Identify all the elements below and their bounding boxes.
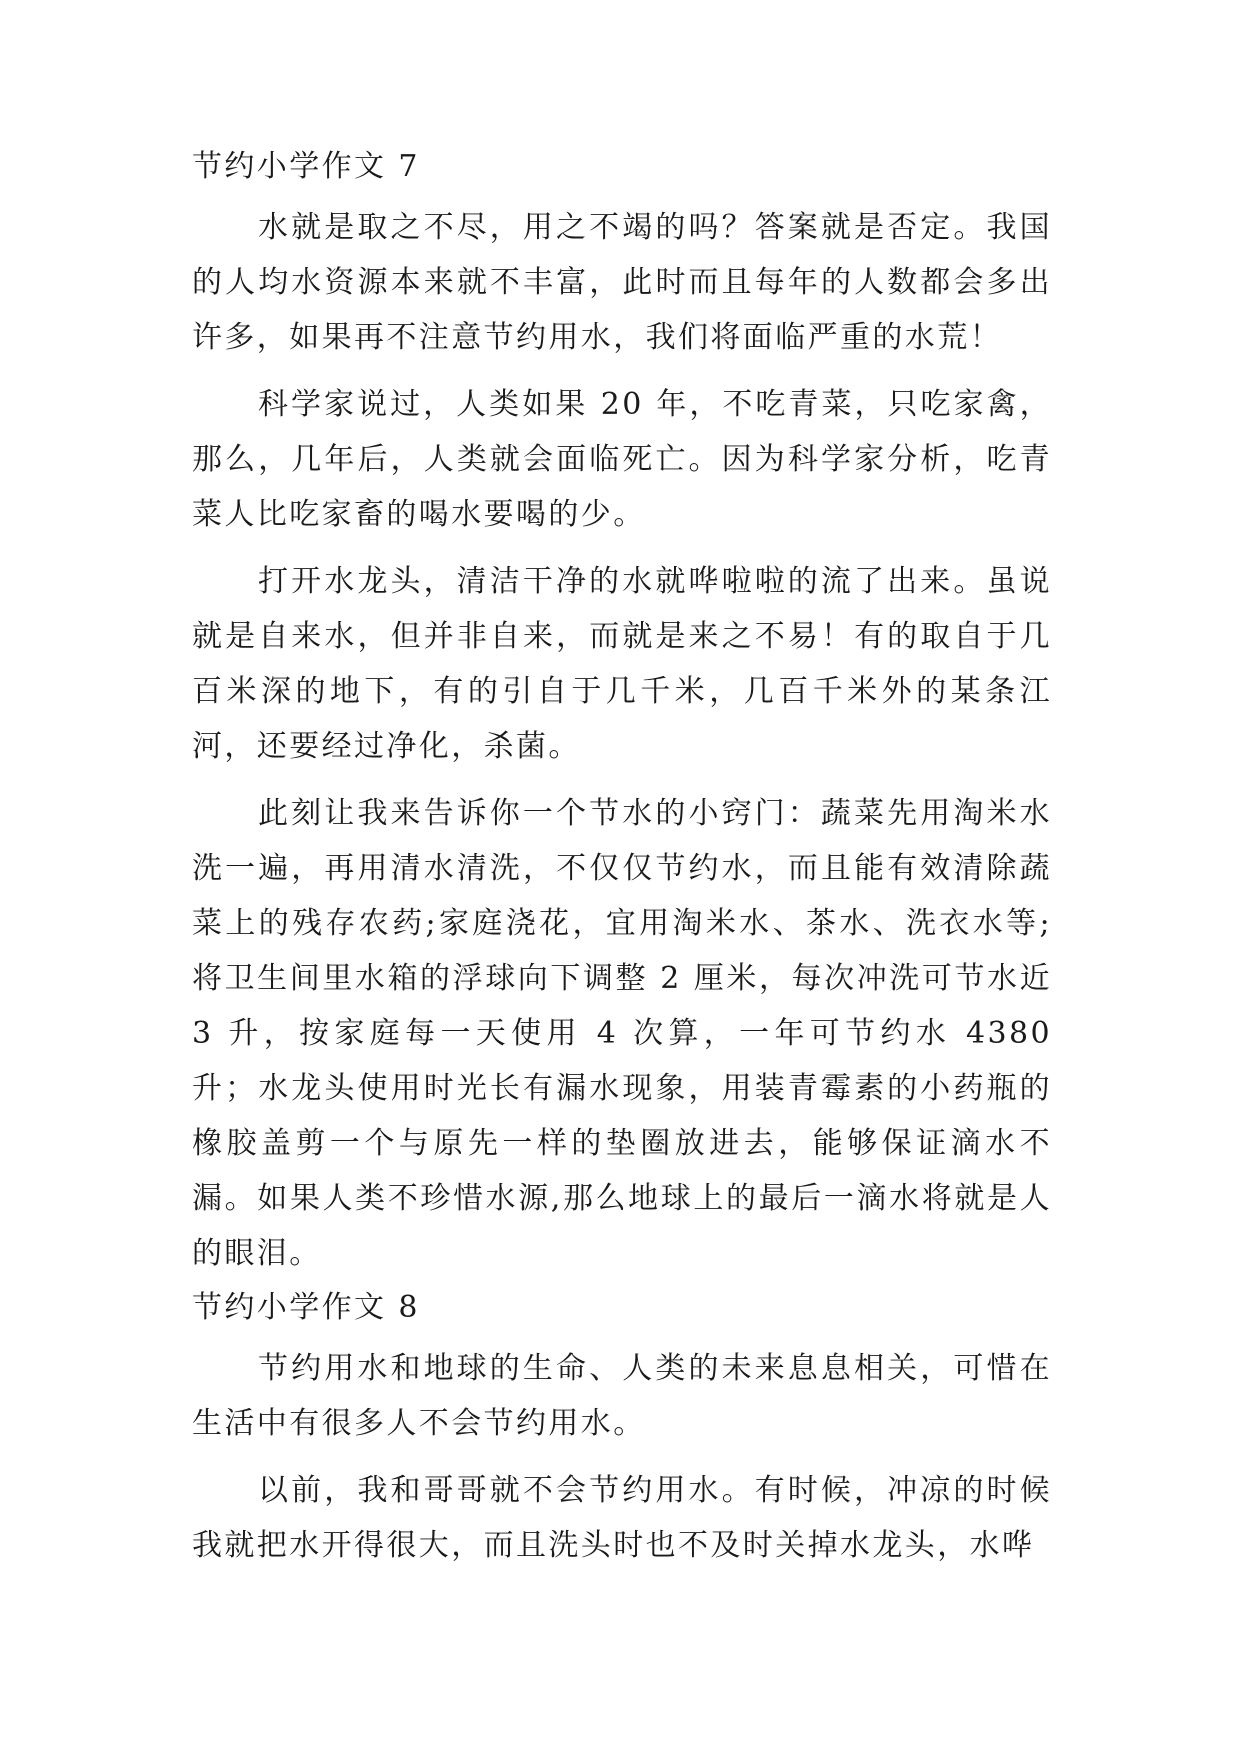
paragraph: 以前，我和哥哥就不会节约用水。有时候，冲凉的时候我就把水开得很大，而且洗头时也不及时关掉水龙头，水哗 xyxy=(192,1473,1052,1563)
document-page xyxy=(192,140,1052,1585)
paragraph: 打开水龙头，清洁干净的水就哗啦啦的流了出来。虽说就是自来水，但并非自来，而就是来之不易！有的取自于几百米深的地下，有的引自于几千米，几百千米外的某条江河，还要经过净化，杀菌。 xyxy=(192,564,1052,764)
paragraph: 节约用水和地球的生命、人类的未来息息相关，可惜在生活中有很多人不会节约用水。 xyxy=(192,1351,1052,1441)
paragraph: 水就是取之不尽，用之不竭的吗？答案就是否定。我国的人均水资源本来就不丰富，此时而且每年的人数都会多出许多，如果再不注意节约用水，我们将面临严重的水荒！ xyxy=(192,210,1052,355)
paragraph: 科学家说过，人类如果 20 年，不吃青菜，只吃家禽，那么，几年后，人类就会面临死亡。因为科学家分析，吃青菜人比吃家畜的喝水要喝的少。 xyxy=(192,387,1052,532)
paragraph: 此刻让我来告诉你一个节水的小窍门：蔬菜先用淘米水洗一遍，再用清水清洗，不仅仅节约水，而且能有效清除蔬菜上的残存农药;家庭浇花，宜用淘米水、茶水、洗衣水等;将卫生间里水箱的浮球向下调整 2 厘米，每次冲洗可节水近 3 升，按家庭每一天使用 4 次算，一年可节约水 4380 升；水龙头使用时光长有漏水现象，用装青霉素的小药瓶的橡胶盖剪一个与原先一样的垫圈放进去，能够保证滴水不漏。如果人类不珍惜水源,那么地球上的最后一滴水将就是人的眼泪。 xyxy=(192,796,1052,1271)
essay-heading-8: 节约小学作文 8 xyxy=(192,1290,420,1325)
essay-heading-7: 节约小学作文 7 xyxy=(192,149,420,184)
